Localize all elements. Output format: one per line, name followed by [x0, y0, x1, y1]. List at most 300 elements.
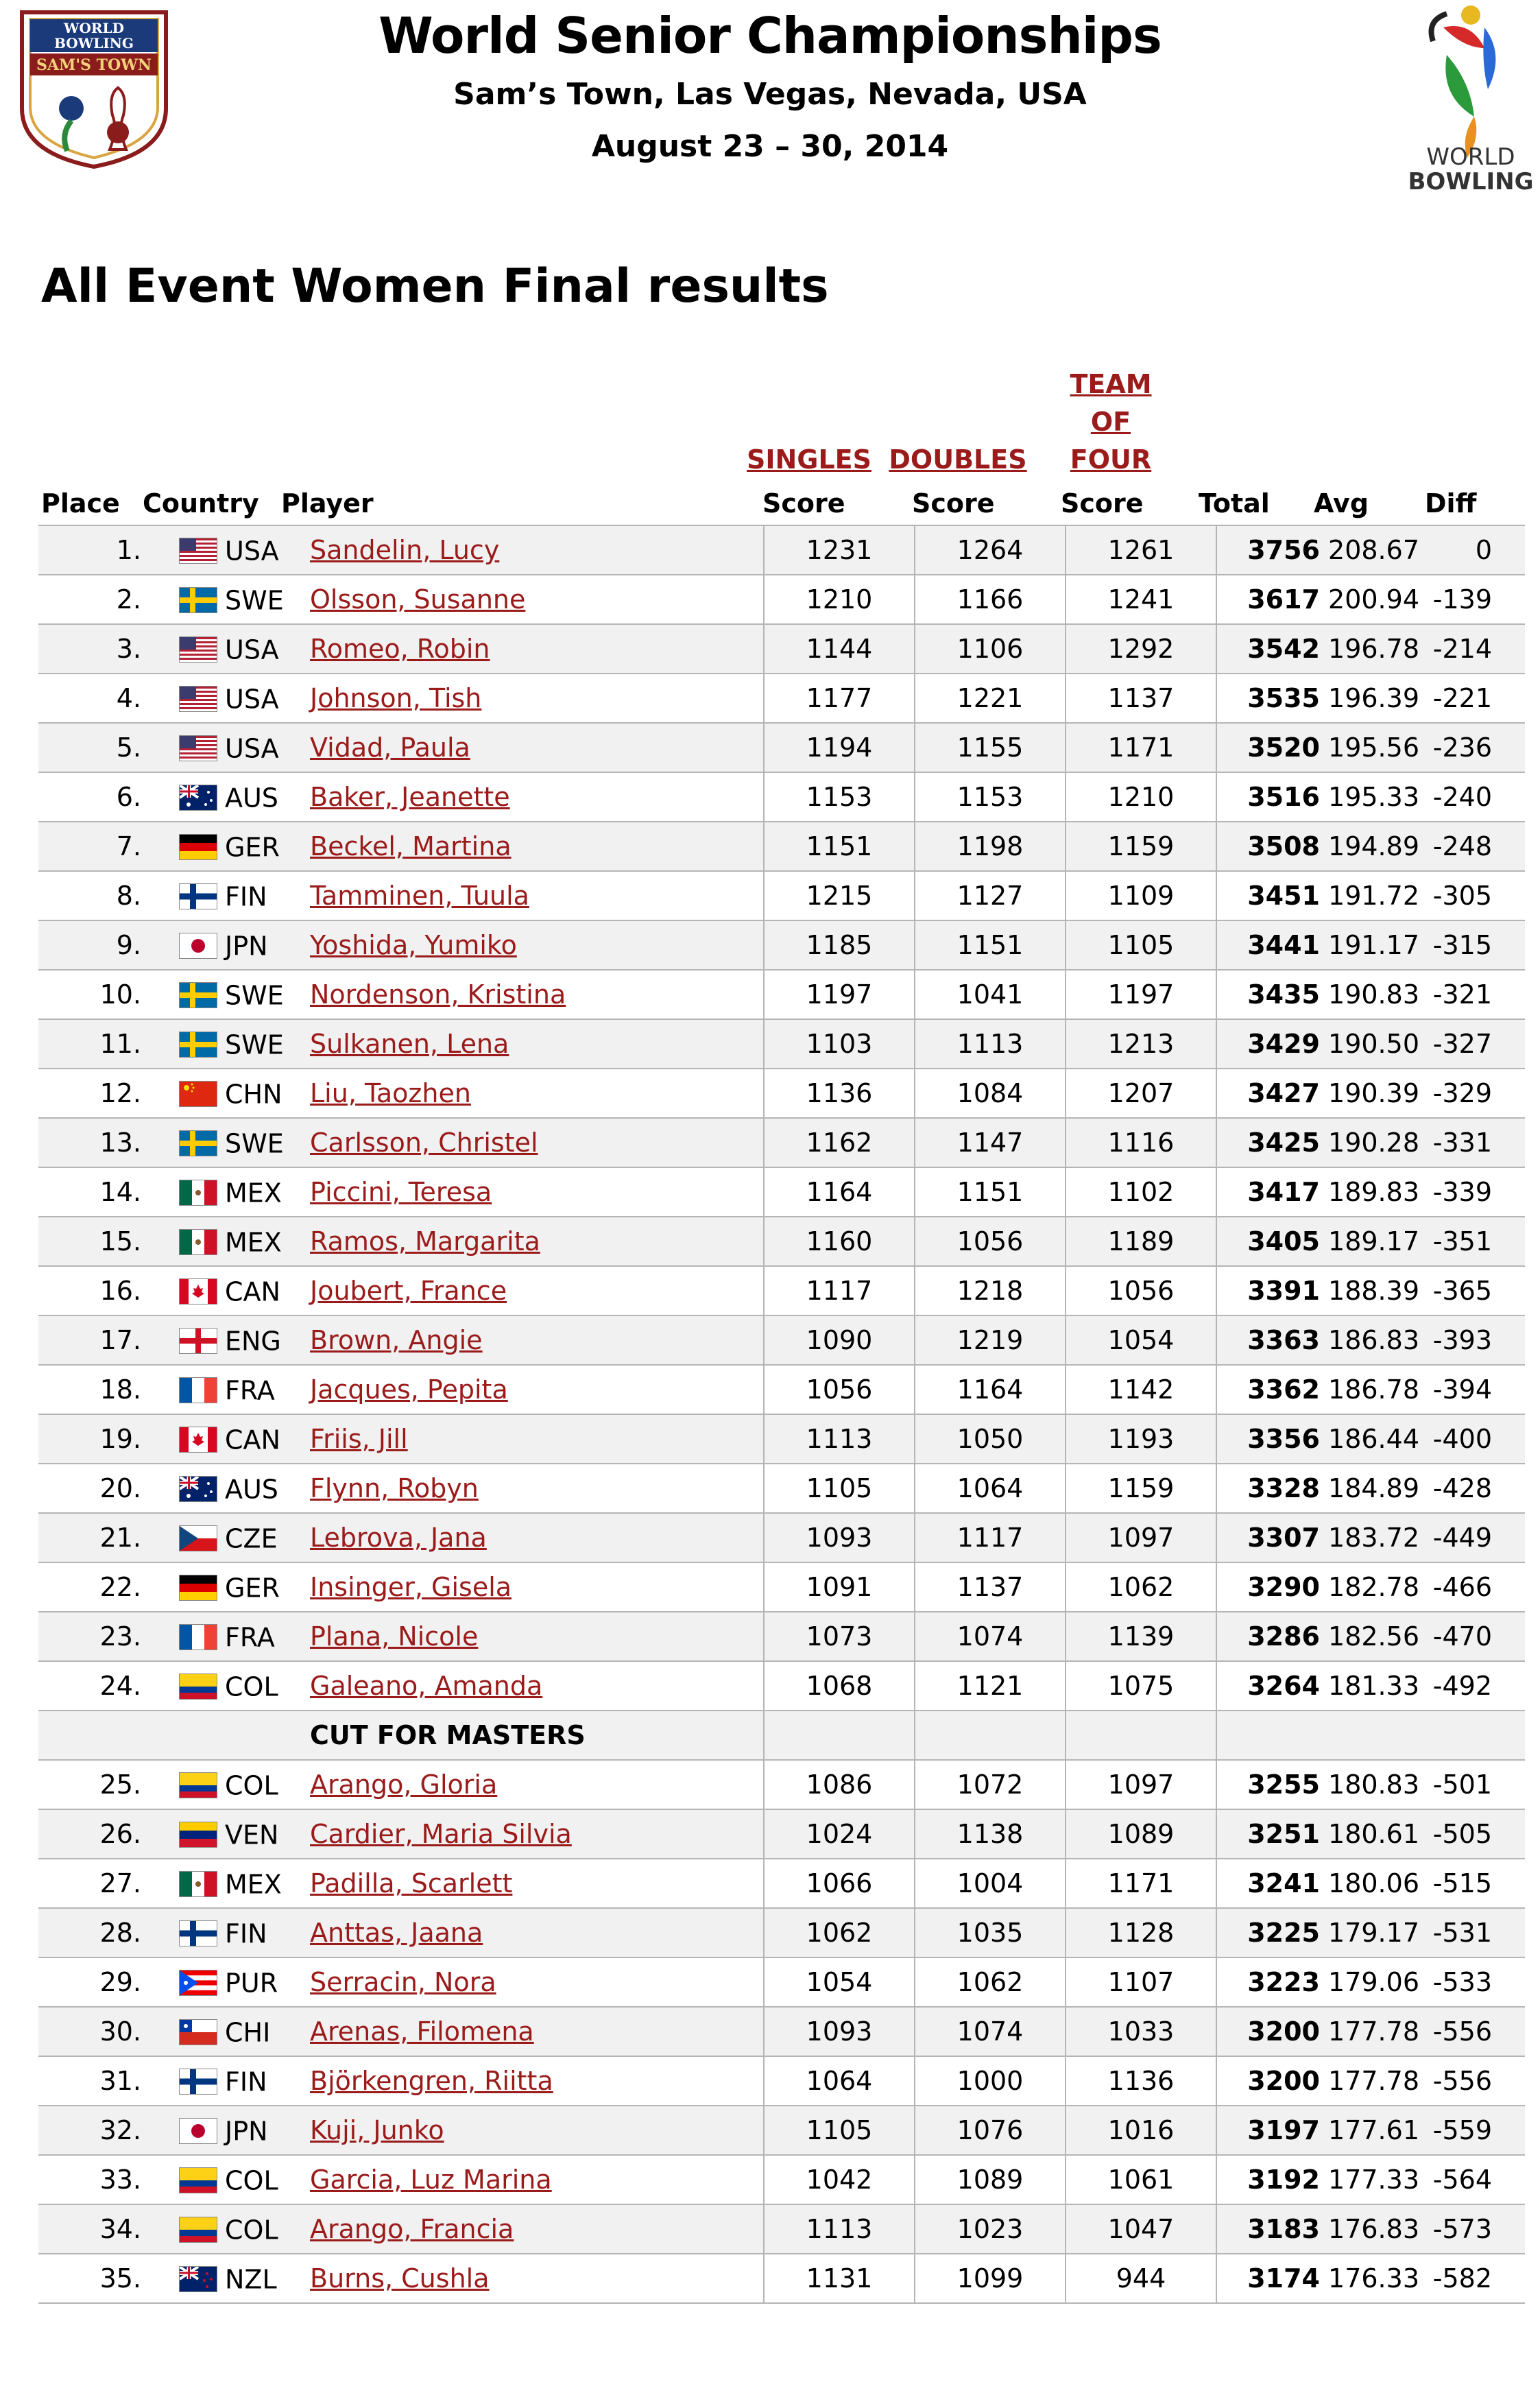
player-link[interactable]: Yoshida, Yumiko	[310, 930, 517, 960]
diff-cell: -339	[1419, 1167, 1525, 1217]
singles-score-cell: 1153	[764, 772, 915, 822]
team-score-cell: 1107	[1066, 1957, 1216, 2007]
table-row	[38, 1957, 1525, 2007]
table-row	[38, 772, 1525, 822]
doubles-score-cell: 1076	[915, 2106, 1066, 2155]
doubles-score-cell: 1117	[915, 1513, 1066, 1562]
doubles-score-cell: 1164	[915, 1365, 1066, 1414]
player-link[interactable]: Lebrova, Jana	[310, 1523, 487, 1553]
page-heading: All Event Women Final results	[41, 259, 829, 313]
player-link[interactable]: Olsson, Susanne	[310, 584, 526, 615]
player-link[interactable]: Ramos, Margarita	[310, 1226, 540, 1256]
singles-score-cell: 1105	[764, 2106, 915, 2155]
singles-link[interactable]: SINGLES	[746, 444, 872, 475]
avg-cell: 179.17	[1320, 1908, 1419, 1957]
page-header	[0, 0, 1540, 226]
team-score-cell: 1292	[1066, 624, 1216, 674]
place-cell: 20.	[38, 1464, 154, 1513]
team-score-cell: 1047	[1066, 2204, 1216, 2254]
avg-cell: 180.06	[1320, 1859, 1419, 1908]
place-cell: 23.	[38, 1612, 154, 1661]
total-cell: 3192	[1216, 2155, 1320, 2204]
country-flag-icon	[180, 1625, 217, 1649]
total-cell: 3286	[1216, 1612, 1320, 1661]
place-cell: 2.	[38, 575, 154, 624]
table-row	[38, 2106, 1525, 2155]
country-flag-icon	[180, 785, 217, 810]
country-code: FIN	[225, 881, 267, 912]
header-team-score: Score	[1061, 488, 1144, 519]
team-score-cell: 1142	[1066, 1365, 1216, 1414]
singles-score-cell: 1194	[764, 723, 915, 772]
team-score-cell: 1207	[1066, 1069, 1216, 1118]
player-link[interactable]: Galeano, Amanda	[310, 1671, 543, 1701]
venue-location: Sam’s Town, Las Vegas, Nevada, USA	[453, 77, 1087, 112]
singles-score-cell: 1177	[764, 674, 915, 723]
event-dates: August 23 – 30, 2014	[591, 129, 949, 164]
total-cell: 3197	[1216, 2106, 1320, 2155]
doubles-score-cell: 1113	[915, 1019, 1066, 1069]
total-cell: 3328	[1216, 1464, 1320, 1513]
team-score-cell: 1097	[1066, 1760, 1216, 1809]
country-code: SWE	[225, 1029, 284, 1060]
team-score-cell: 1171	[1066, 1859, 1216, 1908]
team-of-four-link-line2[interactable]: OF	[1090, 407, 1131, 437]
table-row	[38, 1612, 1525, 1661]
table-row	[38, 2254, 1525, 2303]
player-link[interactable]: Insinger, Gisela	[310, 1572, 512, 1602]
place-cell: 1.	[38, 525, 154, 575]
player-link[interactable]: Johnson, Tish	[310, 683, 482, 713]
diff-cell: -582	[1419, 2254, 1525, 2303]
country-flag-icon	[180, 2119, 217, 2143]
avg-cell: 179.06	[1320, 1957, 1419, 2007]
player-link[interactable]: Nordenson, Kristina	[310, 979, 566, 1010]
player-link[interactable]: Romeo, Robin	[310, 634, 490, 664]
avg-cell: 177.61	[1320, 2106, 1419, 2155]
world-bowling-logo	[1406, 0, 1536, 199]
total-cell: 3756	[1216, 525, 1320, 575]
singles-score-cell: 1215	[764, 871, 915, 920]
diff-cell: -321	[1419, 970, 1525, 1019]
singles-score-cell: 1093	[764, 2007, 915, 2056]
country-code: USA	[225, 733, 279, 764]
country-flag-icon	[180, 884, 217, 909]
doubles-score-cell: 1099	[915, 2254, 1066, 2303]
table-row	[38, 2155, 1525, 2204]
avg-cell: 189.83	[1320, 1167, 1419, 1217]
singles-score-cell: 1056	[764, 1365, 915, 1414]
country-code: SWE	[225, 585, 284, 616]
diff-cell: -492	[1419, 1661, 1525, 1711]
country-flag-icon	[180, 1230, 217, 1254]
table-row	[38, 1464, 1525, 1513]
place-cell: 29.	[38, 1957, 154, 2007]
place-cell: 4.	[38, 674, 154, 723]
team-score-cell: 1137	[1066, 674, 1216, 723]
avg-cell: 191.72	[1320, 871, 1419, 920]
diff-cell: -139	[1419, 575, 1525, 624]
country-code: PUR	[225, 1968, 278, 1999]
total-cell: 3362	[1216, 1365, 1320, 1414]
diff-cell: -393	[1419, 1315, 1525, 1365]
avg-cell: 186.44	[1320, 1414, 1419, 1464]
cut-for-masters-row	[38, 1711, 1525, 1760]
diff-cell: -559	[1419, 2106, 1525, 2155]
avg-cell: 190.50	[1320, 1019, 1419, 1069]
player-link[interactable]: Carlsson, Christel	[310, 1128, 538, 1158]
total-cell: 3535	[1216, 674, 1320, 723]
country-code: AUS	[225, 783, 278, 813]
country-flag-icon	[180, 835, 217, 859]
singles-score-cell: 1136	[764, 1069, 915, 1118]
svg-text:SAM'S TOWN: SAM'S TOWN	[36, 56, 152, 74]
table-row	[38, 1859, 1525, 1908]
country-code: FIN	[225, 1918, 267, 1949]
player-link[interactable]: Vidad, Paula	[310, 732, 470, 763]
team-of-four-link-line1[interactable]: TEAM	[1070, 369, 1152, 399]
total-cell: 3508	[1216, 822, 1320, 871]
player-link[interactable]: Serracin, Nora	[310, 1967, 496, 1997]
team-score-cell: 1056	[1066, 1266, 1216, 1315]
header-avg: Avg	[1314, 488, 1369, 519]
header-diff: Diff	[1425, 488, 1477, 519]
country-flag-icon	[180, 637, 217, 662]
singles-score-cell: 1131	[764, 2254, 915, 2303]
player-link[interactable]: Anttas, Jaana	[310, 1918, 483, 1948]
table-header	[0, 488, 1540, 524]
avg-cell: 200.94	[1320, 575, 1419, 624]
place-cell: 5.	[38, 723, 154, 772]
avg-cell: 184.89	[1320, 1464, 1419, 1513]
table-row	[38, 674, 1525, 723]
country-flag-icon	[180, 588, 217, 612]
player-link[interactable]: Padilla, Scarlett	[310, 1868, 513, 1898]
player-link[interactable]: Arango, Gloria	[310, 1770, 498, 1800]
total-cell: 3223	[1216, 1957, 1320, 2007]
avg-cell: 182.56	[1320, 1612, 1419, 1661]
place-cell: 21.	[38, 1513, 154, 1562]
doubles-score-cell: 1041	[915, 970, 1066, 1019]
diff-cell: -533	[1419, 1957, 1525, 2007]
singles-score-cell: 1231	[764, 525, 915, 575]
doubles-score-cell: 1166	[915, 575, 1066, 624]
place-cell: 14.	[38, 1167, 154, 1217]
diff-cell: -501	[1419, 1760, 1525, 1809]
avg-cell: 194.89	[1320, 822, 1419, 871]
place-cell: 27.	[38, 1859, 154, 1908]
avg-cell: 182.78	[1320, 1562, 1419, 1612]
diff-cell: -573	[1419, 2204, 1525, 2254]
total-cell: 3435	[1216, 970, 1320, 1019]
table-row	[38, 871, 1525, 920]
country-flag-icon	[180, 1427, 217, 1452]
country-code: JPN	[225, 931, 268, 962]
total-cell: 3290	[1216, 1562, 1320, 1612]
player-link[interactable]: Flynn, Robyn	[310, 1473, 479, 1503]
doubles-link[interactable]: DOUBLES	[889, 444, 1027, 475]
singles-score-cell: 1086	[764, 1760, 915, 1809]
country-code: JPN	[225, 2116, 268, 2147]
player-link[interactable]: Kuji, Junko	[310, 2115, 444, 2145]
doubles-score-cell: 1074	[915, 2007, 1066, 2056]
place-cell: 26.	[38, 1809, 154, 1859]
place-cell: 8.	[38, 871, 154, 920]
avg-cell: 186.78	[1320, 1365, 1419, 1414]
singles-score-cell: 1073	[764, 1612, 915, 1661]
singles-score-cell: 1103	[764, 1019, 915, 1069]
place-cell: 18.	[38, 1365, 154, 1414]
diff-cell: -394	[1419, 1365, 1525, 1414]
table-row	[38, 2204, 1525, 2254]
avg-cell: 196.78	[1320, 624, 1419, 674]
total-cell: 3251	[1216, 1809, 1320, 1859]
total-cell: 3542	[1216, 624, 1320, 674]
diff-cell: -236	[1419, 723, 1525, 772]
team-score-cell: 1213	[1066, 1019, 1216, 1069]
table-row	[38, 822, 1525, 871]
player-link[interactable]: Baker, Jeanette	[310, 782, 510, 812]
diff-cell: -351	[1419, 1217, 1525, 1266]
country-code: CAN	[225, 1425, 280, 1455]
total-cell: 3183	[1216, 2204, 1320, 2254]
avg-cell: 180.61	[1320, 1809, 1419, 1859]
country-code: FRA	[225, 1622, 275, 1653]
team-score-cell: 1171	[1066, 723, 1216, 772]
place-cell: 16.	[38, 1266, 154, 1315]
diff-cell: -466	[1419, 1562, 1525, 1612]
table-row	[38, 1908, 1525, 1957]
total-cell: 3391	[1216, 1266, 1320, 1315]
player-link[interactable]: Plana, Nicole	[310, 1621, 479, 1652]
team-score-cell: 1241	[1066, 575, 1216, 624]
country-code: CZE	[225, 1523, 278, 1554]
total-cell: 3520	[1216, 723, 1320, 772]
championship-title: World Senior Championships	[378, 7, 1162, 64]
place-cell: 6.	[38, 772, 154, 822]
country-code: NZL	[225, 2264, 277, 2295]
country-flag-icon	[180, 1872, 217, 1896]
country-code: GER	[225, 1573, 280, 1604]
doubles-score-cell: 1218	[915, 1266, 1066, 1315]
diff-cell: -214	[1419, 624, 1525, 674]
avg-cell: 191.17	[1320, 920, 1419, 970]
country-code: COL	[225, 1770, 278, 1801]
team-score-cell: 1097	[1066, 1513, 1216, 1562]
singles-score-cell: 1105	[764, 1464, 915, 1513]
team-score-cell: 1189	[1066, 1217, 1216, 1266]
place-cell: 13.	[38, 1118, 154, 1167]
total-cell: 3200	[1216, 2007, 1320, 2056]
team-score-cell: 1054	[1066, 1315, 1216, 1365]
table-row	[38, 1266, 1525, 1315]
table-row	[38, 2007, 1525, 2056]
diff-cell: -556	[1419, 2007, 1525, 2056]
player-link[interactable]: Beckel, Martina	[310, 831, 512, 861]
country-flag-icon	[180, 2217, 217, 2242]
diff-cell: -329	[1419, 1069, 1525, 1118]
avg-cell: 176.83	[1320, 2204, 1419, 2254]
country-flag-icon	[180, 538, 217, 563]
svg-text:BOWLING: BOWLING	[54, 35, 134, 51]
header-doubles-score: Score	[912, 488, 995, 519]
country-flag-icon	[180, 1329, 217, 1353]
player-link[interactable]: Arango, Francia	[310, 2214, 514, 2244]
singles-score-cell: 1093	[764, 1513, 915, 1562]
diff-cell: -449	[1419, 1513, 1525, 1562]
player-link[interactable]: Sulkanen, Lena	[310, 1029, 509, 1059]
doubles-score-cell: 1004	[915, 1859, 1066, 1908]
doubles-score-cell: 1050	[915, 1414, 1066, 1464]
team-score-cell: 1061	[1066, 2155, 1216, 2204]
country-code: CAN	[225, 1276, 280, 1307]
place-cell: 31.	[38, 2056, 154, 2106]
avg-cell: 208.67	[1320, 525, 1419, 575]
team-score-cell: 1075	[1066, 1661, 1216, 1711]
singles-score-cell: 1144	[764, 624, 915, 674]
singles-score-cell: 1210	[764, 575, 915, 624]
avg-cell: 190.28	[1320, 1118, 1419, 1167]
country-code: COL	[225, 2165, 278, 2196]
country-code: SWE	[225, 980, 284, 1011]
doubles-score-cell: 1074	[915, 1612, 1066, 1661]
total-cell: 3356	[1216, 1414, 1320, 1464]
diff-cell: -428	[1419, 1464, 1525, 1513]
country-code: MEX	[225, 1227, 282, 1258]
team-score-cell: 944	[1066, 2254, 1216, 2303]
team-score-cell: 1105	[1066, 920, 1216, 970]
player-link[interactable]: Friis, Jill	[310, 1424, 408, 1454]
avg-cell: 188.39	[1320, 1266, 1419, 1315]
player-link[interactable]: Arenas, Filomena	[310, 2016, 534, 2047]
total-cell: 3417	[1216, 1167, 1320, 1217]
doubles-score-cell: 1000	[915, 2056, 1066, 2106]
country-code: COL	[225, 2215, 278, 2246]
doubles-score-cell: 1221	[915, 674, 1066, 723]
country-flag-icon	[180, 1526, 217, 1551]
country-flag-icon	[180, 1970, 217, 1995]
player-link[interactable]: Burns, Cushla	[310, 2263, 490, 2294]
player-link[interactable]: Jacques, Pepita	[310, 1374, 508, 1405]
country-flag-icon	[180, 1279, 217, 1304]
doubles-score-cell: 1062	[915, 1957, 1066, 2007]
doubles-score-cell: 1121	[915, 1661, 1066, 1711]
player-link[interactable]: Garcia, Luz Marina	[310, 2165, 552, 2195]
place-cell: 33.	[38, 2155, 154, 2204]
player-link[interactable]: Cardier, Maria Silvia	[310, 1819, 572, 1849]
country-flag-icon	[180, 1921, 217, 1946]
doubles-score-cell: 1137	[915, 1562, 1066, 1612]
team-score-cell: 1159	[1066, 822, 1216, 871]
header-total: Total	[1199, 488, 1270, 519]
table-row	[38, 920, 1525, 970]
player-link[interactable]: Björkengren, Riitta	[310, 2066, 553, 2096]
player-link[interactable]: Piccini, Teresa	[310, 1177, 492, 1207]
avg-cell: 189.17	[1320, 1217, 1419, 1266]
singles-score-cell: 1024	[764, 1809, 915, 1859]
country-code: CHN	[225, 1079, 282, 1110]
team-score-cell: 1210	[1066, 772, 1216, 822]
country-flag-icon	[180, 1131, 217, 1156]
player-link[interactable]: Sandelin, Lucy	[310, 535, 500, 565]
place-cell: 9.	[38, 920, 154, 970]
diff-cell: -564	[1419, 2155, 1525, 2204]
team-score-cell: 1261	[1066, 525, 1216, 575]
place-cell: 19.	[38, 1414, 154, 1464]
doubles-score-cell: 1089	[915, 2155, 1066, 2204]
player-link[interactable]: Joubert, France	[310, 1276, 507, 1306]
table-row	[38, 1809, 1525, 1859]
place-cell: 7.	[38, 822, 154, 871]
table-row	[38, 1118, 1525, 1167]
place-cell: 3.	[38, 624, 154, 674]
country-flag-icon	[180, 1032, 217, 1057]
doubles-score-cell: 1138	[915, 1809, 1066, 1859]
table-row	[38, 1069, 1525, 1118]
table-row	[38, 575, 1525, 624]
singles-score-cell: 1162	[764, 1118, 915, 1167]
diff-cell: -331	[1419, 1118, 1525, 1167]
header-singles-score: Score	[762, 488, 845, 519]
country-flag-icon	[180, 2168, 217, 2193]
country-code: USA	[225, 684, 279, 715]
singles-score-cell: 1197	[764, 970, 915, 1019]
doubles-score-cell: 1219	[915, 1315, 1066, 1365]
diff-cell: -327	[1419, 1019, 1525, 1069]
doubles-score-cell: 1035	[915, 1908, 1066, 1957]
team-score-cell: 1089	[1066, 1809, 1216, 1859]
doubles-score-cell: 1198	[915, 822, 1066, 871]
place-cell: 28.	[38, 1908, 154, 1957]
singles-score-cell: 1185	[764, 920, 915, 970]
table-row	[38, 970, 1525, 1019]
place-cell: 12.	[38, 1069, 154, 1118]
doubles-score-cell: 1151	[915, 920, 1066, 970]
table-row	[38, 1315, 1525, 1365]
avg-cell: 177.78	[1320, 2056, 1419, 2106]
country-code: GER	[225, 832, 280, 863]
total-cell: 3425	[1216, 1118, 1320, 1167]
total-cell: 3241	[1216, 1859, 1320, 1908]
country-flag-icon	[180, 1822, 217, 1847]
doubles-score-cell: 1023	[915, 2204, 1066, 2254]
place-cell: 15.	[38, 1217, 154, 1266]
country-code: SWE	[225, 1128, 284, 1159]
singles-score-cell: 1090	[764, 1315, 915, 1365]
country-code: ENG	[225, 1326, 281, 1357]
diff-cell: -556	[1419, 2056, 1525, 2106]
total-cell: 3441	[1216, 920, 1320, 970]
player-link[interactable]: Tamminen, Tuula	[310, 881, 529, 911]
team-score-cell: 1102	[1066, 1167, 1216, 1217]
player-link[interactable]: Liu, Taozhen	[310, 1078, 471, 1108]
team-of-four-link-line3[interactable]: FOUR	[1070, 444, 1152, 475]
svg-text:WORLD: WORLD	[64, 20, 124, 36]
avg-cell: 190.39	[1320, 1069, 1419, 1118]
team-score-cell: 1193	[1066, 1414, 1216, 1464]
team-score-cell: 1033	[1066, 2007, 1216, 2056]
place-cell: 17.	[38, 1315, 154, 1365]
table-row	[38, 1760, 1525, 1809]
country-flag-icon	[180, 1773, 217, 1798]
country-code: MEX	[225, 1178, 282, 1208]
player-link[interactable]: Brown, Angie	[310, 1325, 483, 1355]
diff-cell: -305	[1419, 871, 1525, 920]
country-flag-icon	[180, 2020, 217, 2045]
country-flag-icon	[180, 736, 217, 761]
total-cell: 3405	[1216, 1217, 1320, 1266]
header-country: Country	[143, 488, 259, 519]
